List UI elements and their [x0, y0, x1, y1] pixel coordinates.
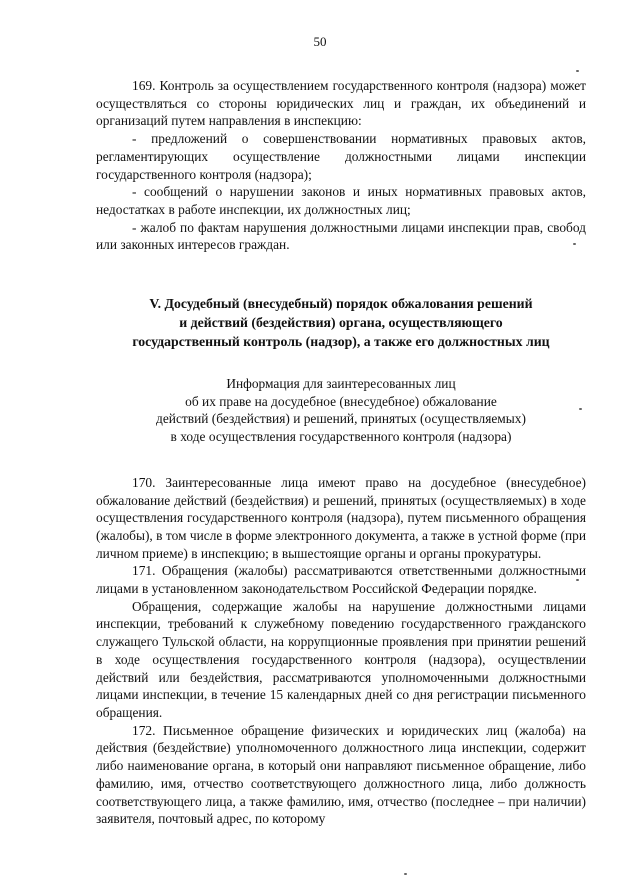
info-line: Информация для заинтересованных лиц — [226, 376, 456, 392]
info-line: в ходе осуществления государственного контроля (надзора) — [170, 429, 512, 445]
paragraph-169: 169. Контроль за осуществлением государственного контроля (надзора) может осуществляться со стороны юридических лиц и граждан, их объединений и организаций путем направления в инспекцию: — [96, 78, 586, 129]
info-block — [96, 375, 586, 446]
section-heading-line: государственный контроль (надзор), а также его должностных лиц — [132, 334, 550, 350]
scan-speck — [576, 579, 579, 581]
paragraph-171-continued: Обращения, содержащие жалобы на нарушение должностными лицами инспекции, требований к служебному поведению государственного гражданского служащего Тульской области, на коррупционные проявления при принятии решений в ходе осуществления государственного контроля (надзора), осуществлении действий или бездействия, рассматриваются уполномоченными должностными лицами инспекции, в течение 15 календарных дней со дня регистрации письменного обращения. — [96, 598, 586, 720]
paragraph-171: 171. Обращения (жалобы) рассматриваются ответственными должностными лицами в установленном законодательством Российской Федерации порядке. — [96, 563, 586, 597]
section-heading-line: и действий (бездействия) органа, осуществляющего — [179, 315, 503, 331]
scan-speck — [573, 243, 576, 245]
scan-speck — [404, 873, 407, 875]
paragraph-172: 172. Письменное обращение физических и юридических лиц (жалоба) на действия (бездействие) уполномоченного должностного лица инспекции, содержит либо наименование органа, в который они направляют письменное обращение, либо фамилию, имя, отчество соответствующего должностного лица, либо должность соответствующего лица, а также фамилию, имя, отчество (последнее – при наличии) заявителя, почтовый адрес, по которому — [96, 722, 586, 827]
page-number: 50 — [313, 34, 327, 49]
info-line: действий (бездействия) и решений, принятых (осуществляемых) — [156, 411, 526, 427]
list-item: - жалоб по фактам нарушения должностными лицами инспекции прав, свобод или законных интересов граждан. — [96, 219, 586, 253]
section-heading-line: V. Досудебный (внесудебный) порядок обжалования решений — [149, 296, 533, 312]
scan-speck — [579, 408, 582, 410]
list-item: - сообщений о нарушении законов и иных нормативных правовых актов, недостатках в работе инспекции, их должностных лиц; — [96, 184, 586, 217]
scan-speck — [576, 70, 579, 72]
paragraph-170: 170. Заинтересованные лица имеют право на досудебное (внесудебное) обжалование действий (бездействия) и решений, принятых (осуществляемых) в ходе осуществления государственного контроля (надзора), путем письменного обращения (жалобы), в том числе в форме электронного документа, а также в устной форме (при личном приеме) в инспекцию; в вышестоящие органы и органы прокуратуры. — [96, 474, 586, 561]
list-item: - предложений о совершенствовании нормативных правовых актов, регламентирующих осуществление должностными лицами инспекции государственного контроля (надзора); — [96, 131, 586, 182]
page-content — [96, 77, 586, 828]
section-heading — [96, 294, 586, 351]
info-line: об их праве на досудебное (внесудебное) обжалование — [185, 393, 497, 409]
